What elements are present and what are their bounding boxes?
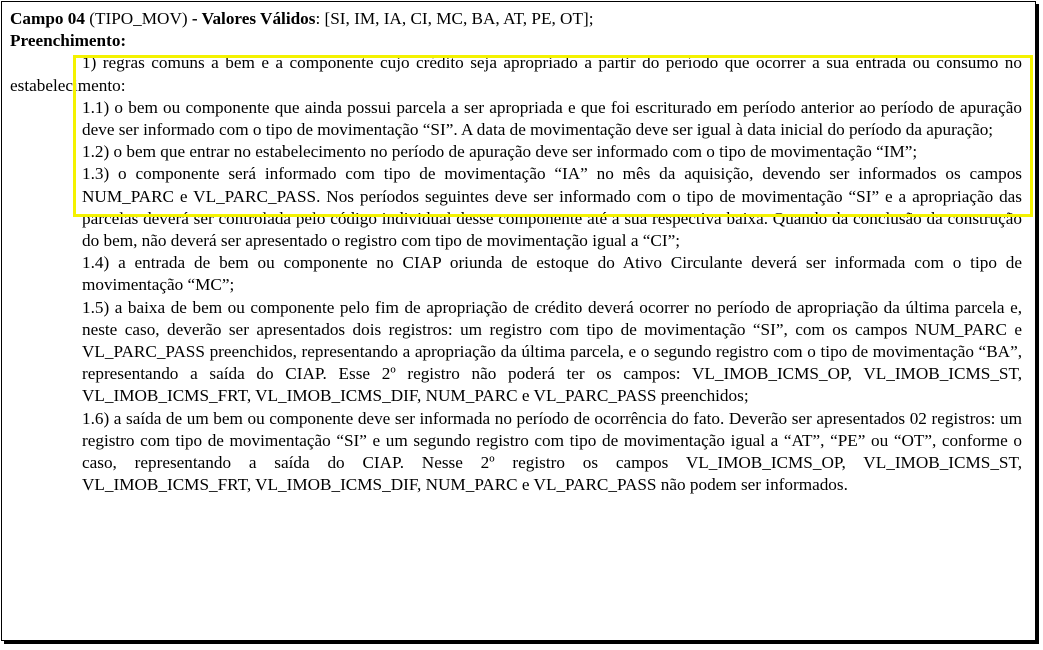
rule-1-1: 1.1) o bem ou componente que ainda possui parcela a ser apropriada e que foi escriturado em período anterior ao período de apuração deve ser informado com o tipo de movimentação “SI”. A data de movimentação deve ser igual à data inicial do período da apuração; [82, 97, 1022, 140]
section-title: Preenchimento: [10, 31, 127, 51]
field-code: (TIPO_MOV) [84, 9, 192, 28]
rule-1: 1) regras comuns a bem e a componente cujo crédito seja apropriado a partir do período que ocorrer a sua entrada ou consumo no estabelecimento: [10, 53, 1022, 95]
rule-1-4: 1.4) a entrada de bem ou componente no CIAP oriunda de estoque do Ativo Circulante deverá ser informada com o tipo de movimentação “MC”; [82, 253, 1022, 295]
valid-values-label: - Valores Válidos [191, 9, 316, 28]
field-label: Campo 04 [10, 9, 85, 28]
rule-1-3: 1.3) o componente será informado com tipo de movimentação “IA” no mês da aquisição, devendo ser informados os campos NUM_PARC e VL_PARC_PASS. Nos períodos seguintes deve ser informado com o tipo de movimentação “SI” e a apropriação das parcelas deverá ser controlada pelo código individual desse componente até a sua respectiva baixa. Quando da conclusão da construção do bem, não deverá ser apresentado o registro com tipo de movimentação igual a “CI”; [82, 164, 1022, 251]
rule-1-2: 1.2) o bem que entrar no estabelecimento no período de apuração deve ser informado com o tipo de movimentação “IM”; [82, 142, 918, 162]
document-body [10, 8, 1022, 496]
field-header [10, 8, 1022, 30]
document-frame [1, 1, 1036, 641]
rule-1-5: 1.5) a baixa de bem ou componente pelo fim de apropriação de crédito deverá ocorrer no período de apropriação da última parcela e, neste caso, deverão ser apresentados dois registros: um registro com tipo de movimentação “SI”, com os campos NUM_PARC e VL_PARC_PASS preenchidos, representando a apropriação da última parcela, e o segundo registro com o tipo de movimentação “BA”, representando a saída do CIAP. Esse 2º registro não poderá ter os campos: VL_IMOB_ICMS_OP, VL_IMOB_ICMS_ST, VL_IMOB_ICMS_FRT, VL_IMOB_ICMS_DIF, NUM_PARC e VL_PARC_PASS preenchidos; [82, 297, 1022, 406]
valid-values: : [SI, IM, IA, CI, MC, BA, AT, PE, OT]; [315, 9, 594, 28]
rule-1-6: 1.6) a saída de um bem ou componente deve ser informada no período de ocorrência do fato. Deverão ser apresentados 02 registros: um registro com tipo de movimentação “SI” e um segundo registro com tipo de movimentação igual a “AT”, “PE” ou “OT”, conforme o caso, representando a saída do CIAP. Nesse 2º registro os campos VL_IMOB_ICMS_OP, VL_IMOB_ICMS_ST, VL_IMOB_ICMS_FRT, VL_IMOB_ICMS_DIF, NUM_PARC e VL_PARC_PASS não podem ser informados. [82, 408, 1022, 495]
